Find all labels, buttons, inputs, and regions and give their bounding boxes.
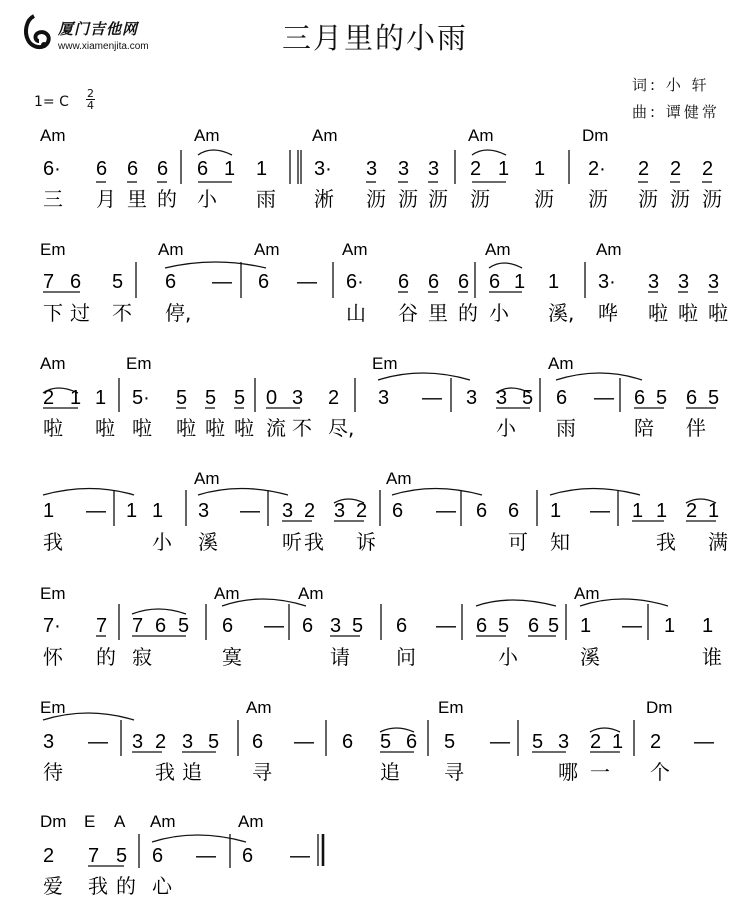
time-bottom: 4 bbox=[87, 99, 94, 112]
note: 1 bbox=[664, 615, 676, 637]
note: 6 bbox=[152, 845, 164, 867]
note: 2· bbox=[588, 158, 606, 180]
chord-symbol: Em bbox=[40, 698, 66, 717]
note: 3 bbox=[198, 500, 210, 522]
site-name: 厦门吉他网 bbox=[58, 20, 139, 38]
lyric-character: 沥 bbox=[670, 187, 690, 211]
lyric-character: 怀 bbox=[43, 645, 63, 669]
lyric-character: 满 bbox=[708, 530, 728, 554]
chord-symbol: A bbox=[114, 812, 126, 831]
note: — bbox=[694, 731, 714, 753]
note: 3 bbox=[43, 731, 55, 753]
note: 6 bbox=[302, 615, 314, 637]
chord-symbol: Am bbox=[485, 240, 511, 259]
lyric-character: 淅 bbox=[314, 187, 334, 211]
note: 1 bbox=[656, 500, 668, 522]
chord-symbol: Am bbox=[468, 126, 494, 145]
chord-symbol: E bbox=[84, 812, 96, 831]
note: — bbox=[436, 500, 456, 522]
note: 6 bbox=[252, 731, 264, 753]
chord-symbol: Am bbox=[312, 126, 338, 145]
chord-symbol: Am bbox=[298, 584, 324, 603]
key-text: 1= C bbox=[34, 94, 69, 110]
note: 6 bbox=[155, 615, 167, 637]
lyric-character: 诉 bbox=[356, 530, 376, 554]
lyric-character: 啦 bbox=[95, 416, 115, 440]
lyricist-credit: 词: 小 轩 bbox=[632, 76, 710, 94]
lyric-character: 的 bbox=[96, 645, 116, 669]
note: 5 bbox=[112, 271, 124, 293]
note: 3 bbox=[648, 271, 660, 293]
note: 5 bbox=[205, 387, 217, 409]
note: 6 bbox=[556, 387, 568, 409]
note: 2 bbox=[650, 731, 662, 753]
lyric-character: 小 bbox=[498, 645, 518, 669]
note: 2 bbox=[356, 500, 368, 522]
lyric-character: 我 bbox=[43, 530, 63, 554]
note: 5· bbox=[132, 387, 150, 409]
note: 6· bbox=[43, 158, 61, 180]
note: 3 bbox=[378, 387, 390, 409]
lyric-character: 溪, bbox=[548, 301, 575, 325]
lyric-character: 我 bbox=[155, 760, 175, 784]
lyric-character: 沥 bbox=[534, 187, 554, 211]
lyric-character: 里 bbox=[428, 301, 448, 325]
lyric-character: 心 bbox=[152, 874, 172, 898]
lyric-character: 陪 bbox=[634, 416, 654, 440]
lyric-character: 沥 bbox=[470, 187, 490, 211]
note: 3 bbox=[708, 271, 720, 293]
lyric-character: 寻 bbox=[252, 760, 272, 784]
note: 1 bbox=[534, 158, 546, 180]
note: 2 bbox=[304, 500, 316, 522]
lyric-character: 知 bbox=[550, 530, 570, 554]
lyric-character: 啦 bbox=[176, 416, 196, 440]
note: 3 bbox=[558, 731, 570, 753]
chord-symbol: Em bbox=[40, 240, 66, 259]
note: 6 bbox=[258, 271, 270, 293]
note: — bbox=[490, 731, 510, 753]
note: 5 bbox=[548, 615, 560, 637]
lyric-character: 雨 bbox=[256, 187, 276, 211]
lyric-character: 我 bbox=[88, 874, 108, 898]
chord-symbol: Am bbox=[254, 240, 280, 259]
note: — bbox=[88, 731, 108, 753]
note: 3 bbox=[282, 500, 294, 522]
note: — bbox=[290, 845, 310, 867]
chord-symbol: Am bbox=[238, 812, 264, 831]
chord-symbol: Am bbox=[246, 698, 272, 717]
note: — bbox=[294, 731, 314, 753]
note: 6 bbox=[342, 731, 354, 753]
note: — bbox=[196, 845, 216, 867]
note: 1 bbox=[126, 500, 138, 522]
lyric-character: 伴 bbox=[686, 416, 706, 440]
lyric-character: 小 bbox=[197, 187, 217, 211]
note: 6 bbox=[127, 158, 139, 180]
note: — bbox=[590, 500, 610, 522]
note: 5 bbox=[176, 387, 188, 409]
chord-symbol: Dm bbox=[646, 698, 673, 717]
note: — bbox=[264, 615, 284, 637]
lyric-character: 不 bbox=[112, 301, 132, 325]
lyric-character: 寻 bbox=[444, 760, 464, 784]
note: 6 bbox=[458, 271, 470, 293]
lyric-character: 爱 bbox=[43, 874, 63, 898]
chord-symbol: Em bbox=[372, 354, 398, 373]
chord-symbol: Em bbox=[438, 698, 464, 717]
lyric-character: 停, bbox=[165, 301, 192, 325]
note: 6 bbox=[398, 271, 410, 293]
note: 3 bbox=[182, 731, 194, 753]
note: 1 bbox=[612, 731, 624, 753]
lyric-character: 山 bbox=[346, 301, 366, 325]
note: 1 bbox=[514, 271, 526, 293]
lyric-character: 一 bbox=[590, 760, 610, 784]
lyric-character: 我 bbox=[304, 530, 324, 554]
lyric-character: 流 bbox=[266, 416, 286, 440]
note: 1 bbox=[43, 500, 55, 522]
lyric-character: 不 bbox=[292, 416, 312, 440]
note: 2 bbox=[155, 731, 167, 753]
note: 5 bbox=[352, 615, 364, 637]
lyric-character: 个 bbox=[650, 760, 670, 784]
note: 1 bbox=[580, 615, 592, 637]
lyric-character: 的 bbox=[458, 301, 478, 325]
lyric-character: 啦 bbox=[43, 416, 63, 440]
note: 5 bbox=[178, 615, 190, 637]
lyric-character: 待 bbox=[43, 760, 63, 784]
note: 7 bbox=[132, 615, 144, 637]
note: 3 bbox=[334, 500, 346, 522]
note: 2 bbox=[670, 158, 682, 180]
note: 6 bbox=[396, 615, 408, 637]
note: 1 bbox=[70, 387, 82, 409]
note: 6 bbox=[489, 271, 501, 293]
lyric-character: 里 bbox=[127, 187, 147, 211]
site-url[interactable]: www.xiamenjita.com bbox=[58, 41, 149, 52]
lyric-character: 啦 bbox=[678, 301, 698, 325]
note: 2 bbox=[590, 731, 602, 753]
lyric-character: 溪 bbox=[198, 530, 218, 554]
chord-symbol: Am bbox=[158, 240, 184, 259]
note: 6 bbox=[406, 731, 418, 753]
chord-symbol: Am bbox=[574, 584, 600, 603]
note: 3 bbox=[428, 158, 440, 180]
note: 5 bbox=[532, 731, 544, 753]
note: 7 bbox=[88, 845, 100, 867]
chord-symbol: Dm bbox=[582, 126, 609, 145]
lyric-character: 沥 bbox=[398, 187, 418, 211]
lyric-character: 哗 bbox=[598, 301, 618, 325]
note: 6 bbox=[508, 500, 520, 522]
lyric-character: 小 bbox=[496, 416, 516, 440]
lyric-character: 沥 bbox=[366, 187, 386, 211]
note: 6 bbox=[157, 158, 169, 180]
note: 7 bbox=[43, 271, 55, 293]
lyric-character: 啦 bbox=[648, 301, 668, 325]
time-top: 2 bbox=[87, 87, 94, 100]
lyric-character: 小 bbox=[489, 301, 509, 325]
lyric-character: 月 bbox=[96, 187, 116, 211]
note: 1 bbox=[632, 500, 644, 522]
note: 5 bbox=[116, 845, 128, 867]
note: 2 bbox=[43, 845, 55, 867]
note: 6· bbox=[346, 271, 364, 293]
note: 5 bbox=[380, 731, 392, 753]
note: 5 bbox=[656, 387, 668, 409]
lyric-character: 沥 bbox=[638, 187, 658, 211]
note: 3· bbox=[598, 271, 616, 293]
lyric-character: 追 bbox=[380, 760, 400, 784]
note: 3 bbox=[292, 387, 304, 409]
lyric-character: 哪 bbox=[558, 760, 578, 784]
note: 6 bbox=[242, 845, 254, 867]
note: 2 bbox=[686, 500, 698, 522]
note: 3 bbox=[466, 387, 478, 409]
note: 2 bbox=[702, 158, 714, 180]
chord-symbol: Am bbox=[194, 469, 220, 488]
note: 6 bbox=[96, 158, 108, 180]
note: — bbox=[622, 615, 642, 637]
lyric-character: 可 bbox=[508, 530, 528, 554]
lyric-character: 谁 bbox=[702, 645, 722, 669]
note: 0 bbox=[266, 387, 278, 409]
note: 3 bbox=[366, 158, 378, 180]
note: 1 bbox=[224, 158, 236, 180]
chord-symbol: Am bbox=[150, 812, 176, 831]
lyric-character: 过 bbox=[70, 301, 90, 325]
note: 1 bbox=[550, 500, 562, 522]
note: — bbox=[297, 271, 317, 293]
note: 3· bbox=[314, 158, 332, 180]
note: 1 bbox=[152, 500, 164, 522]
lyric-character: 问 bbox=[396, 645, 416, 669]
lyric-character: 啦 bbox=[132, 416, 152, 440]
note: 3 bbox=[398, 158, 410, 180]
lyric-character: 寞 bbox=[222, 645, 242, 669]
note: 5 bbox=[208, 731, 220, 753]
lyric-character: 沥 bbox=[588, 187, 608, 211]
lyric-character: 寂 bbox=[132, 645, 152, 669]
lyric-character: 追 bbox=[182, 760, 202, 784]
note: 6 bbox=[428, 271, 440, 293]
note: 6 bbox=[392, 500, 404, 522]
note: — bbox=[594, 387, 614, 409]
note: — bbox=[240, 500, 260, 522]
note: 7 bbox=[96, 615, 108, 637]
note: 2 bbox=[638, 158, 650, 180]
note: 1 bbox=[256, 158, 268, 180]
note: 6 bbox=[476, 615, 488, 637]
note: 2 bbox=[43, 387, 55, 409]
note: 6 bbox=[197, 158, 209, 180]
song-title: 三月里的小雨 bbox=[281, 21, 468, 55]
lyric-character: 三 bbox=[43, 187, 63, 211]
lyric-character: 啦 bbox=[205, 416, 225, 440]
lyric-character: 的 bbox=[116, 874, 136, 898]
chord-symbol: Am bbox=[342, 240, 368, 259]
lyric-character: 听 bbox=[282, 530, 302, 554]
note: 6 bbox=[165, 271, 177, 293]
note: 1 bbox=[498, 158, 510, 180]
note: 1 bbox=[548, 271, 560, 293]
lyric-character: 溪 bbox=[580, 645, 600, 669]
note: 3 bbox=[330, 615, 342, 637]
lyric-character: 请 bbox=[330, 645, 350, 669]
note: 5 bbox=[444, 731, 456, 753]
lyric-character: 沥 bbox=[702, 187, 722, 211]
chord-symbol: Am bbox=[596, 240, 622, 259]
lyric-character: 沥 bbox=[428, 187, 448, 211]
lyric-character: 我 bbox=[656, 530, 676, 554]
chord-symbol: Am bbox=[386, 469, 412, 488]
lyric-character: 的 bbox=[157, 187, 177, 211]
note: 1 bbox=[95, 387, 107, 409]
chord-symbol: Am bbox=[40, 354, 66, 373]
note: 5 bbox=[234, 387, 246, 409]
note: 3 bbox=[678, 271, 690, 293]
note: 5 bbox=[522, 387, 534, 409]
note: — bbox=[212, 271, 232, 293]
note: — bbox=[86, 500, 106, 522]
lyric-character: 啦 bbox=[234, 416, 254, 440]
lyric-character: 下 bbox=[43, 301, 63, 325]
chord-symbol: Am bbox=[214, 584, 240, 603]
note: 6 bbox=[528, 615, 540, 637]
note: — bbox=[422, 387, 442, 409]
note: 5 bbox=[498, 615, 510, 637]
note: 3 bbox=[132, 731, 144, 753]
note: 6 bbox=[70, 271, 82, 293]
note: 1 bbox=[708, 500, 720, 522]
chord-symbol: Em bbox=[40, 584, 66, 603]
note: 6 bbox=[222, 615, 234, 637]
note: 1 bbox=[702, 615, 714, 637]
chord-symbol: Am bbox=[548, 354, 574, 373]
note: 2 bbox=[470, 158, 482, 180]
note: 6 bbox=[686, 387, 698, 409]
note: 6 bbox=[476, 500, 488, 522]
chord-symbol: Em bbox=[126, 354, 152, 373]
lyric-character: 谷 bbox=[398, 301, 418, 325]
note: — bbox=[436, 615, 456, 637]
note: 6 bbox=[634, 387, 646, 409]
chord-symbol: Dm bbox=[40, 812, 67, 831]
chord-symbol: Am bbox=[40, 126, 66, 145]
lyric-character: 雨 bbox=[556, 416, 576, 440]
lyric-character: 尽, bbox=[328, 416, 355, 440]
note: 3 bbox=[496, 387, 508, 409]
note: 7· bbox=[43, 615, 61, 637]
lyric-character: 小 bbox=[152, 530, 172, 554]
lyric-character: 啦 bbox=[708, 301, 728, 325]
composer-credit: 曲: 谭健常 bbox=[632, 103, 720, 121]
chord-symbol: Am bbox=[194, 126, 220, 145]
score-text bbox=[40, 126, 728, 898]
note: 5 bbox=[708, 387, 720, 409]
note: 2 bbox=[328, 387, 340, 409]
